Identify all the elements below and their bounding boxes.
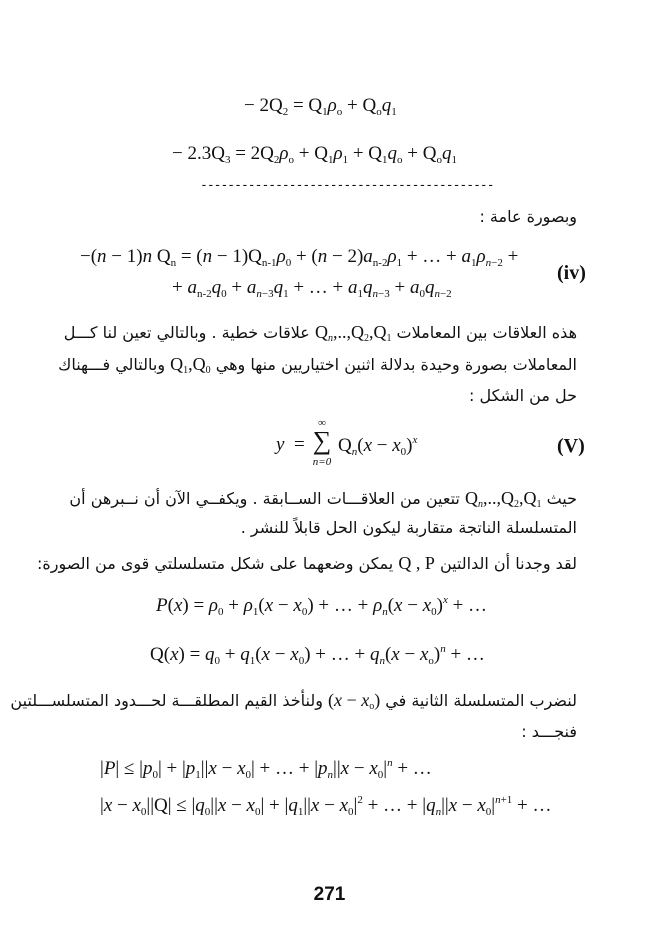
page-number: 271	[313, 884, 346, 905]
general-form-heading: وبصورة عامة :	[479, 207, 577, 226]
paragraph-3-line-1: لقد وجدنا أن الدالتين Q , P يمكن وضعهما على شكل متسلسلتي قوى من الصورة:	[37, 553, 577, 573]
inequality-p: $|P| \le |p_0| + |p_1||x - x_0|$ + … + $|p_n||x - x_0|^n$ + …	[100, 757, 432, 781]
paragraph-4-line-2: فنجـــد :	[521, 722, 577, 741]
equation-p-series: $P(x) = \rho_0 + \rho_1(x - x_0)$ + … + $\rho_n(x - x_0)^x$ + …	[156, 594, 488, 618]
inequality-q: $|x - x_0||Q| \le |q_0||x - x_0| + |q_1||x - x_0|^2$ + … + $|q_n||x - x_0|^{n+1}$ + …	[100, 794, 552, 818]
equation-label-iv: (iv)	[557, 262, 586, 284]
separator-line: -------------------------------------------	[200, 178, 494, 193]
equation-q2: − $2Q_2 = Q_1\rho_o + Q_oq_1$	[244, 95, 397, 118]
paragraph-1-line-2: المعاملات بصورة وحيدة بدلالة اثنين اختياريين منها وهي $Q_1,Q_0$ وبالتالي فـــهناك	[58, 354, 577, 376]
equation-iv-line1: −(n − 1)n $Q_n = (n - 1)Q_{n-1}\rho_0 + (n - 2)a_{n-2}\rho_1$ + … + $a_1\rho_{n-2}$ +	[80, 246, 519, 269]
paragraph-1-line-3: حل من الشكل :	[469, 386, 577, 405]
paragraph-1-line-1: هذه العلاقات بين المعاملات $Q_n,..,Q_2,Q_1$ علاقات خطية . وبالتالي تعين لنا كـــل	[63, 322, 577, 344]
equation-label-v: (V)	[557, 435, 585, 457]
equation-iv-line2: + $a_{n-2}q_0 + a_{n-3}q_1$ + … + $a_1q_{n-3} + a_0q_{n-2}$	[172, 277, 452, 300]
paragraph-2-line-2: المتسلسلة الناتجة متقاربة ليكون الحل قابلاً للنشر .	[240, 518, 577, 537]
equation-q3: − $2.3Q_3 = 2Q_2\rho_o + Q_1\rho_1 + Q_1q_o + Q_oq_1$	[172, 143, 457, 166]
paragraph-2-line-1: حيث $Q_n,..,Q_2,Q_1$ تتعين من العلاقـــات الســابقة . ويكفــي الآن أن نــبرهن أن	[69, 488, 577, 510]
equation-q-series: $Q(x) = q_0 + q_1(x - x_0)$ + … + $q_n(x - x_o)^n$ + …	[150, 643, 485, 667]
book-page: − $2Q_2 = Q_1\rho_o + Q_oq_1$ − $2.3Q_3 = 2Q_2\rho_o + Q_1\rho_1 + Q_1q_o + Q_oq_1$ ------------------------------------------- وبصورة عامة : −(n − 1)n $Q_n = (n - 1)Q_{n-1}\rho_0 + (n - 2)a_{n-2}\rho_1$ + … + $a_1\rho_{n-2}$ + + $a_{n-2}q_0 + a_{n-3}q_1$ + … + $a_1q_{n-3} + a_0q_{n-2}$ (iv) هذه العلاقات بين المعاملات $Q_n,..,Q_2,Q_1$ علاقات خطية . وبالتالي تعين لنا كـــل المعاملات بصورة وحيدة بدلالة اثنين اختياريين منها وهي $Q_1,Q_0$ وبالتالي فـــهناك حل من الشكل : y = ∞ ∑ n=0 $Q_n(x - x_0)^x$ (V) حيث $Q_n,..,Q_2,Q_1$ تتعين من العلاقـــات الســابقة . ويكفــي الآن أن نــبرهن أن المتسلسلة الناتجة متقاربة ليكون الحل قابلاً للنشر . لقد وجدنا أن الدالتين Q , P يمكن وضعهما على شكل متسلسلتي قوى من الصورة: $P(x) = \rho_0 + \rho_1(x - x_0)$ + … + $\rho_n(x - x_0)^x$ + … $Q(x) = q_0 + q_1(x - x_0)$ + … + $q_n(x - x_o)^n$ + … لنضرب المتسلسلة الثانية في $(x - x_o)$ ولنأخذ القيم المطلقـــة لحـــدود المتسلســـلتين فنجـــد : $|P| \le |p_0| + |p_1||x - x_0|$ + … + $|p_n||x - x_0|^n$ + … $|x - x_0||Q| \le |q_0||x - x_0| + |q_1||x - x_0|^2$ + … + $|q_n||x - x_0|^{n+1}$ + … 271	[0, 0, 659, 934]
paragraph-4-line-1: لنضرب المتسلسلة الثانية في $(x - x_o)$ ولنأخذ القيم المطلقـــة لحـــدود المتسلســـلتين	[10, 690, 577, 712]
